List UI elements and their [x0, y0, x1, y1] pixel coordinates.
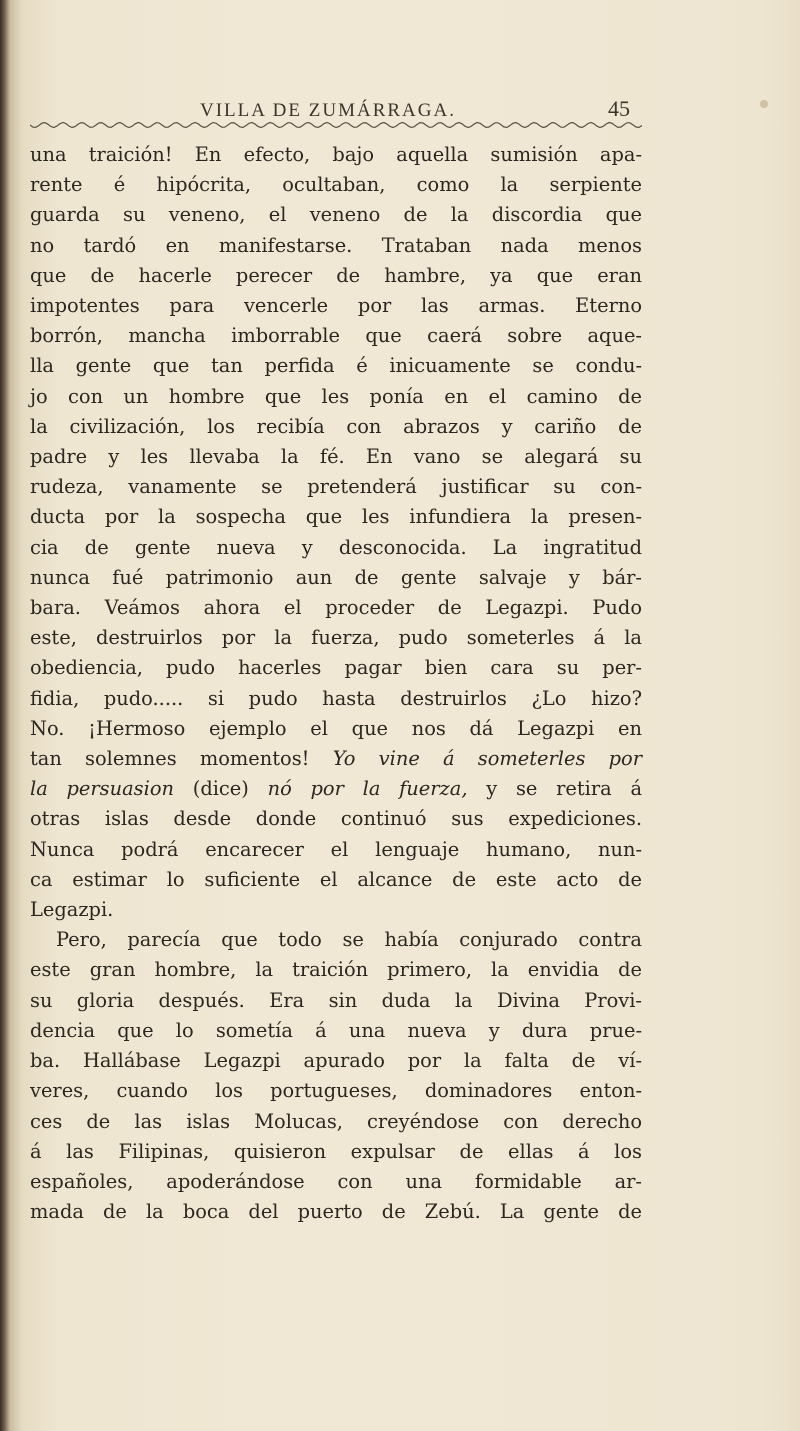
text-line: á las Filipinas, quisieron expulsar de ellas á los [30, 1139, 642, 1163]
text-line: españoles, apoderándose con una formidable ar- [30, 1169, 642, 1193]
text-line: obediencia, pudo hacerles pagar bien cara su per- [30, 656, 642, 680]
text-line: que de hacerle perecer de hambre, ya que eran [30, 263, 642, 287]
text-line: borrón, mancha imborrable que caerá sobre aque- [30, 324, 642, 348]
text-line: No. ¡Hermoso ejemplo el que nos dá Legazpi en [30, 716, 642, 740]
text-line: veres, cuando los portugueses, dominadores enton- [30, 1079, 642, 1103]
text-line: tan solemnes momentos! Yo vine á someterles por [30, 747, 642, 771]
text-line: dencia que lo sometía á una nueva y dura prue- [30, 1018, 642, 1042]
text-line: fidia, pudo..... si pudo hasta destruirlos ¿Lo hizo? [30, 686, 642, 710]
text-line: la civilización, los recibía con abrazos y cariño de [30, 414, 642, 438]
ornamental-rule [30, 121, 642, 129]
text-line: ba. Hallábase Legazpi apurado por la falta de ví- [30, 1049, 642, 1073]
text-line: jo con un hombre que les ponía en el camino de [30, 384, 642, 408]
text-line: una traición! En efecto, bajo aquella sumisión apa- [30, 143, 642, 166]
text-line: Legazpi. [30, 898, 114, 922]
text-line: otras islas desde donde continuó sus expediciones. [30, 807, 642, 831]
running-title: VILLA DE ZUMÁRRAGA. [200, 100, 456, 121]
paragraph-1-end [30, 804, 642, 925]
text-line: guarda su veneno, el veneno de la discordia que [30, 203, 642, 227]
text-line: su gloria después. Era sin duda la Divina Provi- [30, 988, 642, 1012]
running-header [200, 96, 630, 122]
text-line: cia de gente nueva y desconocida. La ingratitud [30, 535, 642, 559]
text-line: este gran hombre, la traición primero, la envidia de [30, 958, 642, 982]
text-line: padre y les llevaba la fé. En vano se alegará su [30, 445, 642, 469]
text-line: impotentes para vencerle por las armas. Eterno [30, 294, 642, 318]
text-line: mada de la boca del puerto de Zebú. La gente de [30, 1200, 642, 1224]
text-line: Nunca podrá encarecer el lenguaje humano, nun- [30, 837, 642, 861]
text-line: la persuasion (dice) nó por la fuerza, y se retira á [30, 777, 642, 801]
paragraph-1 [30, 140, 642, 744]
text-line: lla gente que tan perfida é inicuamente se condu- [30, 354, 642, 378]
text-line: Pero, parecía que todo se había conjurado contra [56, 928, 642, 952]
text-line: nunca fué patrimonio aun de gente salvaje y bár- [30, 565, 642, 589]
page-number: 45 [608, 96, 630, 121]
paper-stain [760, 100, 768, 108]
text-line: este, destruirlos por la fuerza, pudo someterles á la [30, 626, 642, 650]
text-line: rudeza, vanamente se pretenderá justificar su con- [30, 475, 642, 499]
text-line: no tardó en manifestarse. Trataban nada menos [30, 233, 642, 257]
text-line: ca estimar lo suficiente el alcance de este acto de [30, 867, 642, 891]
body-text [30, 140, 642, 1227]
text-line: ces de las islas Molucas, creyéndose con derecho [30, 1109, 642, 1133]
paragraph-2 [30, 925, 642, 1227]
text-line: ducta por la sospecha que les infundiera la presen- [30, 505, 642, 529]
text-line: rente é hipócrita, ocultaban, como la serpiente [30, 173, 642, 197]
text-line: bara. Veámos ahora el proceder de Legazpi. Pudo [30, 596, 642, 620]
